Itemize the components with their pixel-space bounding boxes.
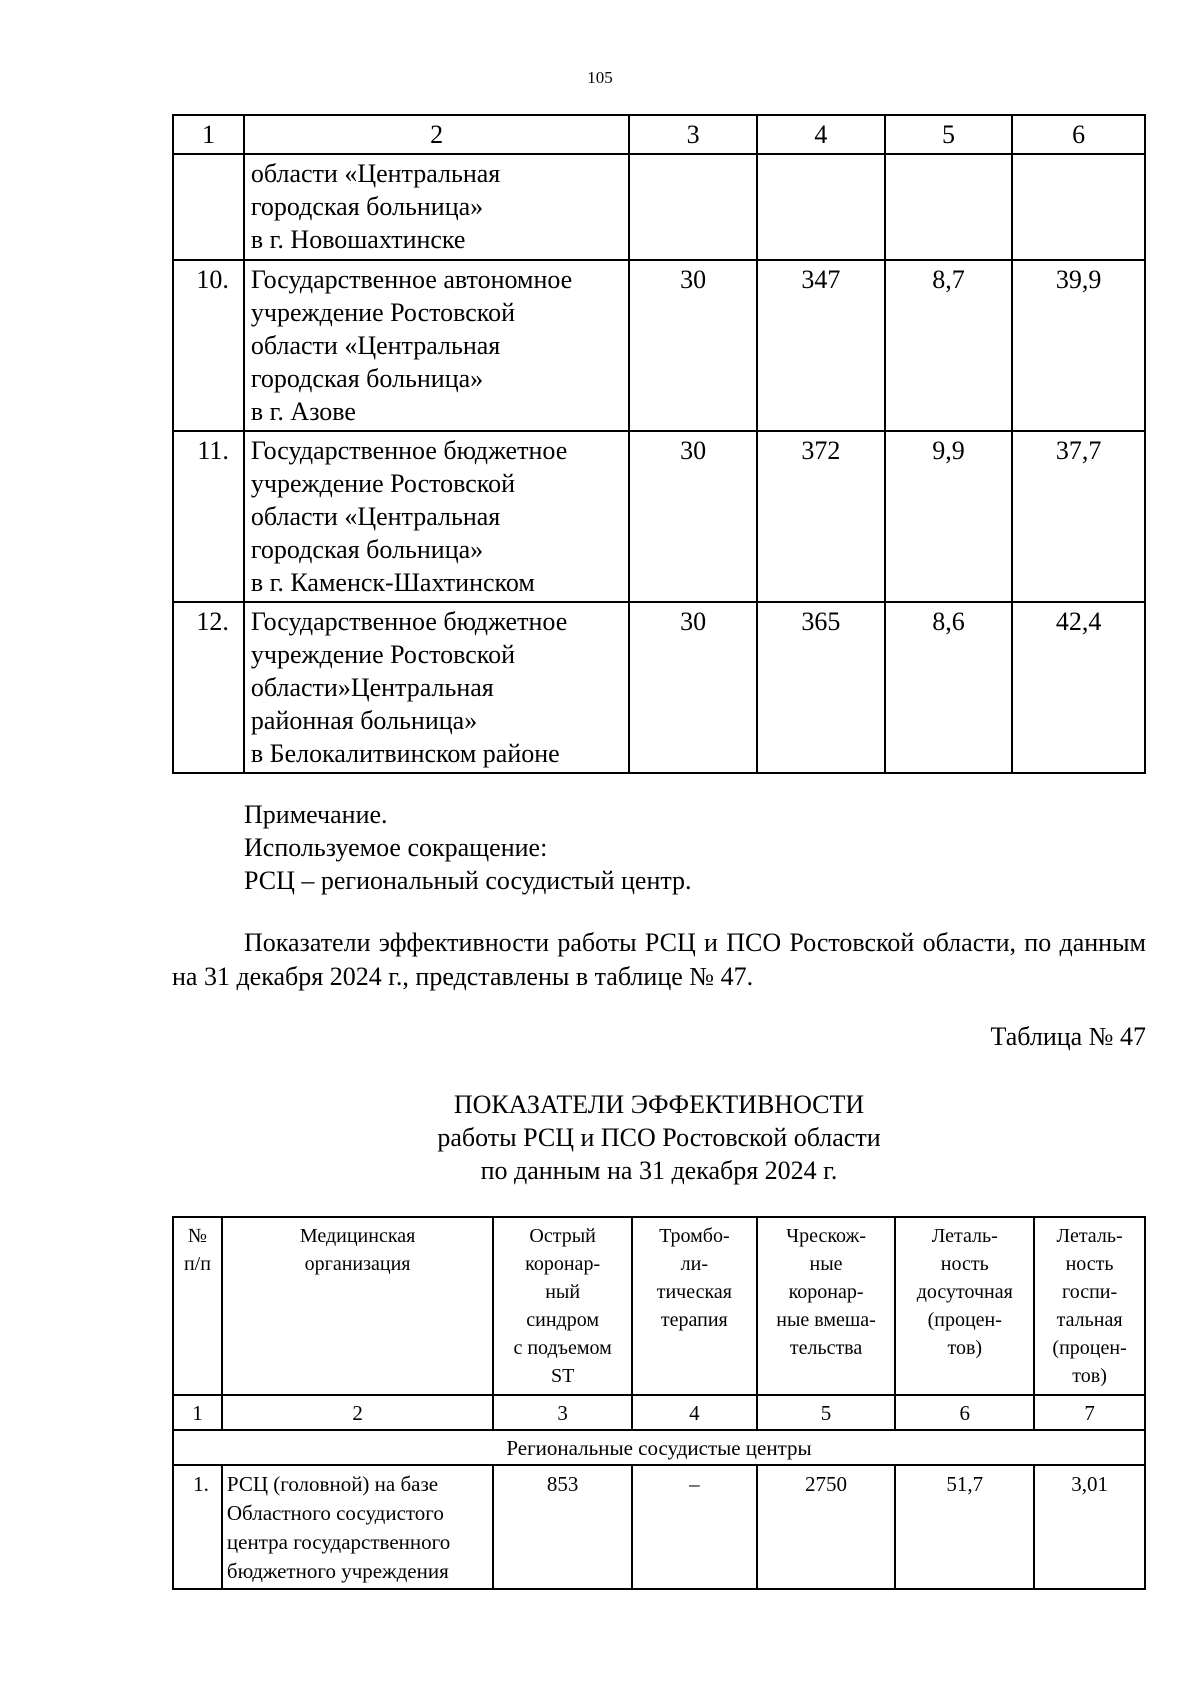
row-number: 11.	[173, 431, 244, 602]
name-line: бюджетного учреждения	[226, 1559, 449, 1583]
table-header-row	[173, 1217, 1145, 1395]
cell-value: 39,9	[1012, 260, 1145, 431]
header-line: ность	[1065, 1253, 1114, 1275]
name-line: Государственное автономное	[250, 265, 573, 294]
table-title-line: по данным на 31 декабря 2024 г.	[480, 1156, 838, 1185]
header-line: организация	[304, 1253, 411, 1275]
header-line: тическая	[656, 1281, 732, 1303]
organization-name	[222, 1465, 493, 1589]
table-row	[173, 431, 1145, 602]
column-number: 2	[244, 115, 629, 154]
header-line: Чрескож-	[786, 1225, 867, 1247]
header-line: тельства	[789, 1337, 863, 1359]
cell-value: 347	[757, 260, 885, 431]
column-number: 3	[493, 1395, 632, 1430]
name-line: учреждение Ростовской	[250, 640, 516, 669]
header-line: п/п	[183, 1253, 211, 1275]
cell-value: 30	[629, 431, 757, 602]
name-line: области»Центральная	[250, 673, 494, 702]
name-line: в г. Азове	[250, 397, 356, 426]
column-number: 5	[757, 1395, 896, 1430]
note-abbreviation-label: Используемое сокращение:	[244, 833, 548, 862]
header-line: ный	[545, 1281, 581, 1303]
efficiency-table	[172, 1216, 1146, 1590]
cell-value: 51,7	[895, 1465, 1034, 1589]
cell-value	[757, 154, 885, 260]
table-label: Таблица № 47	[990, 1022, 1146, 1051]
cell-value: 8,6	[885, 602, 1013, 773]
cell-value: 30	[629, 260, 757, 431]
header-line: Тромбо-	[659, 1225, 730, 1247]
note-abbreviation: РСЦ – региональный сосудистый центр.	[244, 866, 692, 895]
column-number: 6	[895, 1395, 1034, 1430]
header-line: ные	[809, 1253, 843, 1275]
cell-value: 30	[629, 602, 757, 773]
name-line: городская больница»	[250, 535, 484, 564]
cell-value: 37,7	[1012, 431, 1145, 602]
cell-value: 2750	[757, 1465, 896, 1589]
table-title-line: работы РСЦ и ПСО Ростовской области	[437, 1123, 881, 1152]
name-line: учреждение Ростовской	[250, 469, 516, 498]
header-line: тов)	[1072, 1365, 1107, 1387]
table-title-line: ПОКАЗАТЕЛИ ЭФФЕКТИВНОСТИ	[453, 1090, 865, 1119]
name-line: области «Центральная	[250, 502, 501, 531]
name-line: в г. Каменск-Шахтинском	[250, 568, 535, 597]
column-header	[757, 1217, 896, 1395]
page-number: 105	[587, 68, 613, 87]
row-number	[173, 154, 244, 260]
column-number: 7	[1034, 1395, 1145, 1430]
name-line: районная больница»	[250, 706, 478, 735]
name-line: Областного сосудистого	[226, 1501, 444, 1525]
column-number: 3	[629, 115, 757, 154]
section-heading: Региональные сосудистые центры	[173, 1430, 1145, 1465]
column-number: 6	[1012, 115, 1145, 154]
column-number: 4	[757, 115, 885, 154]
organization-name	[244, 431, 629, 602]
header-line: (процен-	[927, 1309, 1002, 1331]
name-line: городская больница»	[250, 192, 484, 221]
name-line: РСЦ (головной) на базе	[226, 1472, 439, 1496]
header-line: Леталь-	[1056, 1225, 1123, 1247]
header-line: госпи-	[1062, 1281, 1118, 1303]
header-line: №	[187, 1225, 207, 1247]
table-row	[173, 154, 1145, 260]
column-number: 1	[173, 115, 244, 154]
cell-value: 42,4	[1012, 602, 1145, 773]
column-header	[173, 1217, 222, 1395]
column-header	[895, 1217, 1034, 1395]
column-number-row	[173, 1395, 1145, 1430]
header-line: ные вмеша-	[776, 1309, 876, 1331]
cell-value: –	[632, 1465, 757, 1589]
name-line: Государственное бюджетное	[250, 607, 568, 636]
cell-value: 365	[757, 602, 885, 773]
table-row	[173, 602, 1145, 773]
name-line: в г. Новошахтинске	[250, 225, 466, 254]
header-line: с подъемом	[513, 1337, 612, 1359]
header-line: ли-	[680, 1253, 709, 1275]
column-header	[1034, 1217, 1145, 1395]
organization-name	[244, 154, 629, 260]
organization-name	[244, 602, 629, 773]
cell-value: 9,9	[885, 431, 1013, 602]
table-row	[173, 260, 1145, 431]
header-line: тальная	[1056, 1309, 1123, 1331]
cell-value: 372	[757, 431, 885, 602]
cell-value	[885, 154, 1013, 260]
row-number: 10.	[173, 260, 244, 431]
header-line: коронар-	[525, 1253, 601, 1275]
header-line: Леталь-	[931, 1225, 998, 1247]
cell-value: 8,7	[885, 260, 1013, 431]
column-number: 1	[173, 1395, 222, 1430]
header-line: Острый	[529, 1225, 596, 1247]
header-line: (процен-	[1052, 1337, 1127, 1359]
column-number: 2	[222, 1395, 493, 1430]
name-line: учреждение Ростовской	[250, 298, 516, 327]
row-number: 1.	[173, 1465, 222, 1589]
column-header	[222, 1217, 493, 1395]
name-line: области «Центральная	[250, 331, 501, 360]
table-title	[172, 1088, 1146, 1187]
name-line: городская больница»	[250, 364, 484, 393]
organization-name	[244, 260, 629, 431]
cell-value: 853	[493, 1465, 632, 1589]
cell-value	[1012, 154, 1145, 260]
column-number: 5	[885, 115, 1013, 154]
header-line: синдром	[526, 1309, 599, 1331]
name-line: области «Центральная	[250, 159, 501, 188]
header-line: коронар-	[788, 1281, 864, 1303]
hospital-table	[172, 114, 1146, 774]
table-header-row	[173, 115, 1145, 154]
column-number: 4	[632, 1395, 757, 1430]
name-line: Государственное бюджетное	[250, 436, 568, 465]
header-line: терапия	[660, 1309, 728, 1331]
header-line: тов)	[947, 1337, 983, 1359]
row-number: 12.	[173, 602, 244, 773]
table-row	[173, 1465, 1145, 1589]
header-line: ST	[550, 1365, 575, 1387]
section-row	[173, 1430, 1145, 1465]
column-header	[632, 1217, 757, 1395]
header-line: Медицинская	[299, 1225, 416, 1247]
header-line: ность	[940, 1253, 989, 1275]
body-paragraph: Показатели эффективности работы РСЦ и ПСО Ростовской области, по данным на 31 декабря 2024 г., представлены в таблице № 47.	[172, 928, 1146, 991]
note-title: Примечание.	[244, 800, 388, 829]
header-line: досуточная	[916, 1281, 1013, 1303]
name-line: в Белокалитвинском районе	[250, 739, 560, 768]
name-line: центра государственного	[226, 1530, 451, 1554]
cell-value	[629, 154, 757, 260]
cell-value: 3,01	[1034, 1465, 1145, 1589]
column-header	[493, 1217, 632, 1395]
